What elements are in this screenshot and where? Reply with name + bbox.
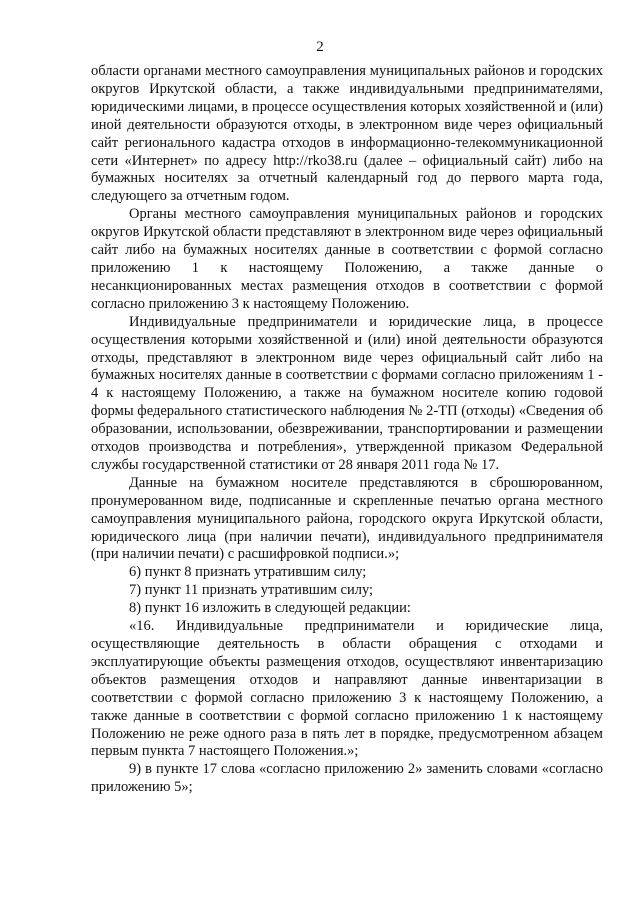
paragraph-clause-16: «16. Индивидуальные предприниматели и юридические лица, осуществляющие деятельность в области обращения с отходами и эксплуатирующие объекты размещения отходов, осуществляют инвентаризацию объектов размещения отходов и направляют данные инвентаризации в соответствии с формой согласно приложению 3 к настоящему Положению, а также данные в соответствии с формой согласно приложению 1 к настоящему Положению не реже одного раза в пять лет в порядке, предусмотренном абзацем первым пункта 7 настоящего Положения.»; — [91, 618, 603, 760]
document-body — [91, 63, 603, 797]
list-item-6: 6) пункт 8 признать утратившим силу; — [129, 564, 367, 581]
paragraph-municipal-bodies: Органы местного самоуправления муниципальных районов и городских округов Иркутской области представляют в электронном виде через официальный сайт либо на бумажных носителях данные в соответствии с формой согласно приложению 1 к настоящему Положению, а также данные о несанкционированных местах размещения отходов в соответствии с формой согласно приложению 3 к настоящему Положению. — [91, 206, 603, 312]
list-item-7: 7) пункт 11 признать утратившим силу; — [129, 582, 374, 599]
list-item-8: 8) пункт 16 изложить в следующей редакции: — [129, 600, 411, 617]
paragraph-entrepreneurs: Индивидуальные предприниматели и юридические лица, в процессе осуществления которыми хозяйственной и (или) иной деятельности образуются отходы, представляют в электронном виде через официальный сайт либо на бумажных носителях данные в соответствии с формами согласно приложениям 1 - 4 к настоящему Положению, а также на бумажном носителе копию годовой формы федерального статистического наблюдения № 2-ТП (отходы) «Сведения об образовании, использовании, обезвреживании, транспортировании и размещении отходов производства и потребления», утвержденной приказом Федеральной службы государственной статистики от 28 января 2011 года № 17. — [91, 313, 603, 473]
paragraph-continuation: области органами местного самоуправления муниципальных районов и городских округов Иркутской области, а также индивидуальными предпринимателями, юридическими лицами, в процессе осуществления которых хозяйственной и (или) иной деятельности образуются отходы, в электронном виде через официальный сайт регионального кадастра отходов в информационно-телекоммуникационной сети «Интернет» по адресу http://rko38.ru (далее – официальный сайт) либо на бумажных носителях за отчетный календарный год до первого марта года, следующего за отчетным годом. — [91, 63, 603, 205]
list-item-9: 9) в пункте 17 слова «согласно приложению 2» заменить словами «согласно приложению 5»; — [91, 761, 603, 796]
page-number: 2 — [316, 39, 324, 55]
paragraph-paper-media: Данные на бумажном носителе представляются в сброшюрованном, пронумерованном виде, подписанные и скрепленные печатью органа местного самоуправления муниципального района, городского округа Иркутской области, юридического лица (при наличии печати), индивидуального предпринимателя (при наличии печати) с расшифровкой подписи.»; — [91, 474, 603, 563]
